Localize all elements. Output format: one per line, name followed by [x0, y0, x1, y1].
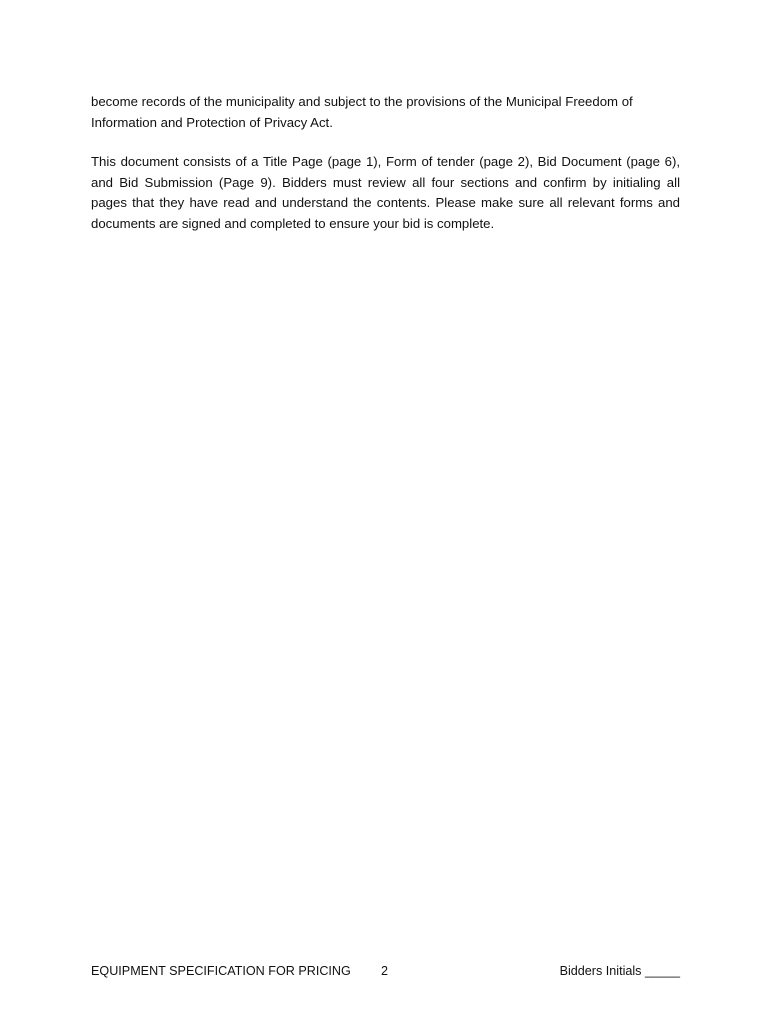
footer-page-number: 2 [381, 964, 389, 978]
footer-document-title: EQUIPMENT SPECIFICATION FOR PRICING [91, 964, 351, 978]
body-paragraph-sections: This document consists of a Title Page (page 1), Form of tender (page 2), Bid Document (page 6), and Bid Submission (Page 9). Bidders must review all four sections and confirm by initialing all pages that they have read and understand the contents. Please make sure all relevant forms and documents are signed and completed to ensure your bid is complete. [91, 154, 680, 231]
footer-bidders-initials: Bidders Initials _____ [559, 964, 680, 978]
body-paragraph-privacy: become records of the municipality and subject to the provisions of the Municipal Freedom of Information and Protection of Privacy Act. [91, 94, 633, 130]
